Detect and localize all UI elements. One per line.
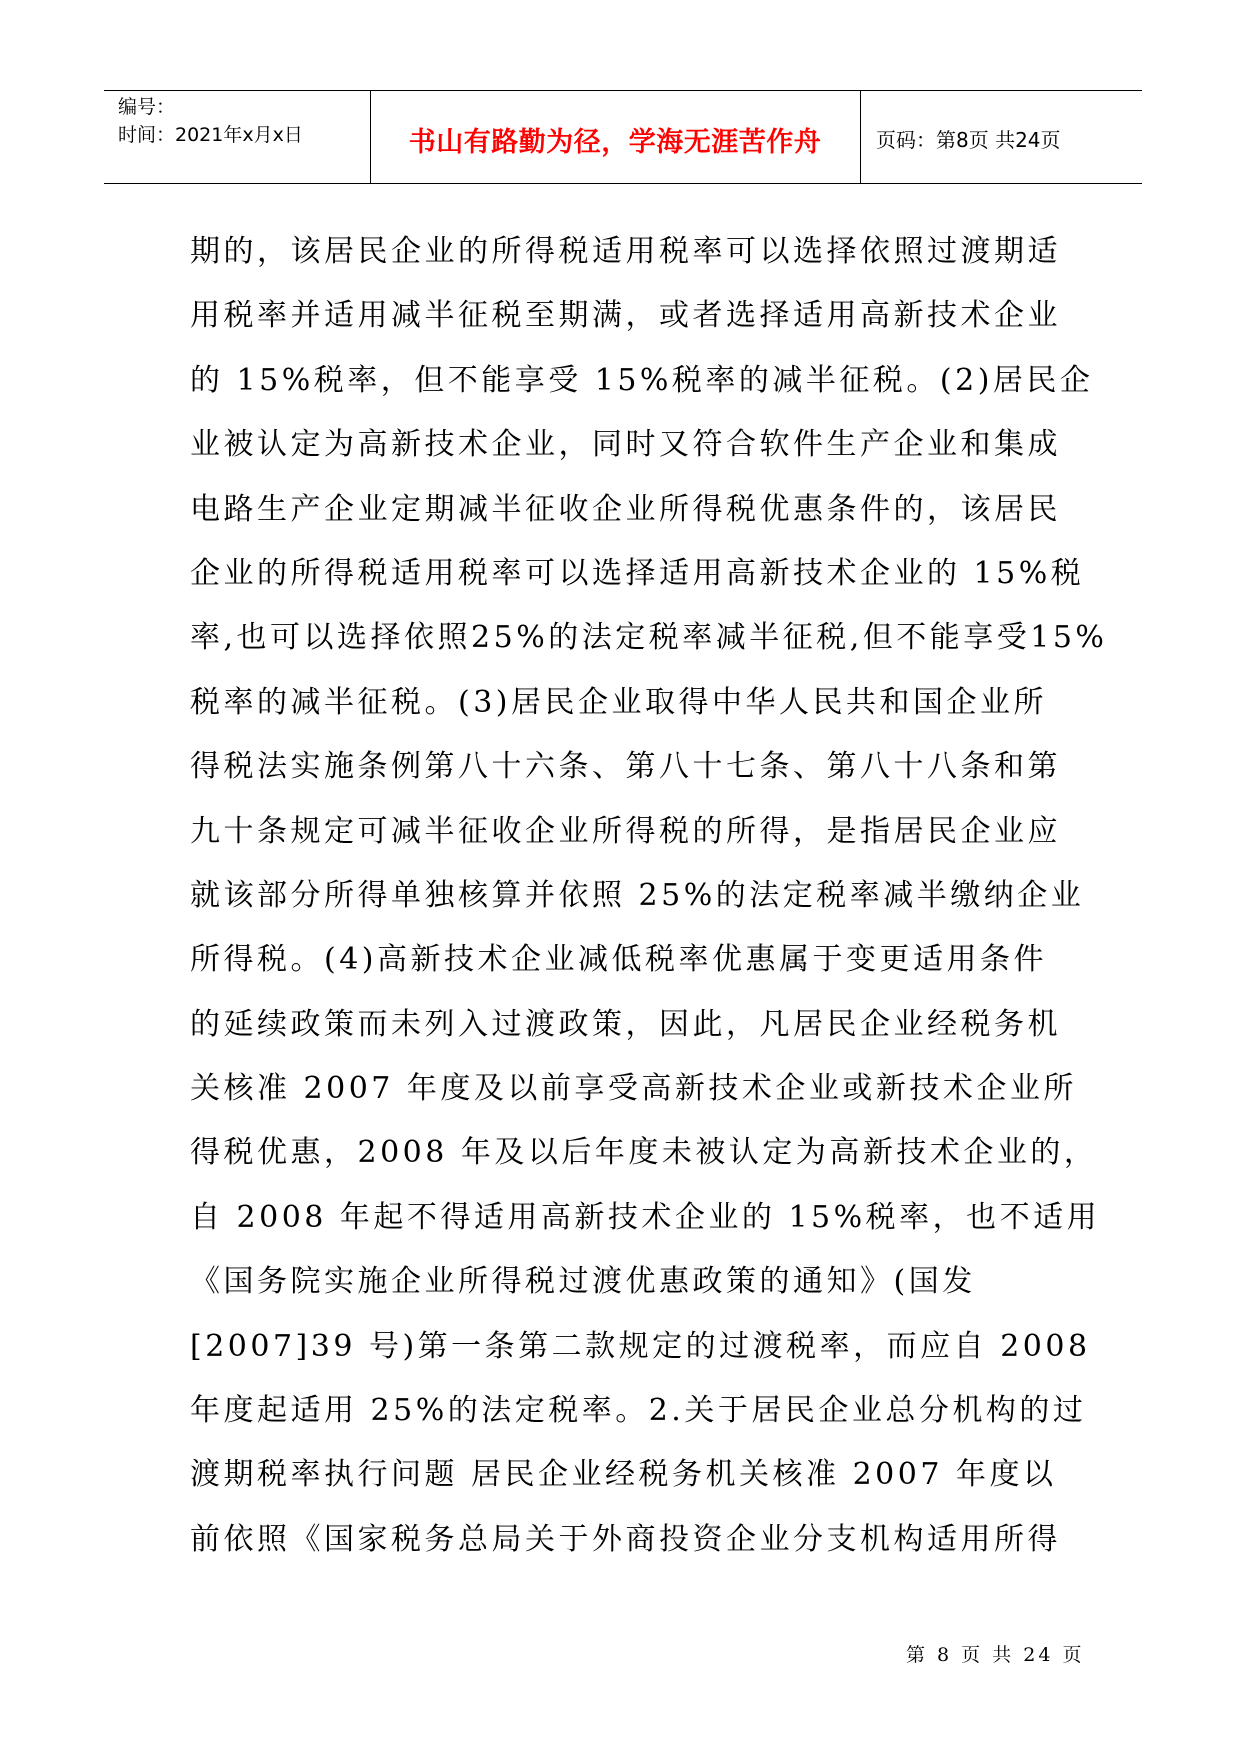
body-line: 电路生产企业定期减半征收企业所得税优惠条件的，该居民 <box>190 491 1061 527</box>
body-line: 前依照《国家税务总局关于外商投资企业分支机构适用所得 <box>190 1521 1061 1557</box>
body-line: 用税率并适用减半征税至期满，或者选择适用高新技术企业 <box>190 298 1061 334</box>
header-bottom-rule <box>104 183 1142 184</box>
body-line: 业被认定为高新技术企业，同时又符合软件生产企业和集成 <box>190 427 1061 463</box>
body-line: 自 2008 年起不得适用高新技术企业的 15%税率，也不适用 <box>190 1199 1101 1235</box>
body-line: 就该部分所得单独核算并依照 25%的法定税率减半缴纳企业 <box>190 877 1085 913</box>
body-line: 关核准 2007 年度及以前享受高新技术企业或新技术企业所 <box>190 1071 1077 1107</box>
body-line: 渡期税率执行问题 居民企业经税务机关核准 2007 年度以 <box>190 1457 1057 1493</box>
body-line: 的延续政策而未列入过渡政策，因此，凡居民企业经税务机 <box>190 1006 1061 1042</box>
body-line: 九十条规定可减半征收企业所得税的所得，是指居民企业应 <box>190 813 1061 849</box>
document-time: 时间：2021年x月x日 <box>118 124 303 146</box>
footer-page-number: 第 8 页 共 24 页 <box>906 1644 1085 1666</box>
document-number: 编号： <box>118 96 176 118</box>
header-top-rule <box>104 90 1142 91</box>
body-line: 率,也可以选择依照25%的法定税率减半征税,但不能享受15% <box>190 620 1108 656</box>
body-line: [2007]39 号)第一条第二款规定的过渡税率，而应自 2008 <box>190 1328 1091 1364</box>
body-line: 税率的减半征税。(3)居民企业取得中华人民共和国企业所 <box>190 684 1047 720</box>
body-line: 得税法实施条例第八十六条、第八十七条、第八十八条和第 <box>190 749 1061 785</box>
body-text <box>190 220 1108 1572</box>
header-meta <box>118 93 303 149</box>
body-line: 期的，该居民企业的所得税适用税率可以选择依照过渡期适 <box>190 234 1061 269</box>
body-line: 《国务院实施企业所得税过渡优惠政策的通知》(国发 <box>190 1264 976 1300</box>
body-line: 得税优惠，2008 年及以后年度未被认定为高新技术企业的， <box>190 1135 1098 1171</box>
body-line: 年度起适用 25%的法定税率。2.关于居民企业总分机构的过 <box>190 1393 1087 1429</box>
body-line: 所得税。(4)高新技术企业减低税率优惠属于变更适用条件 <box>190 942 1047 978</box>
body-line: 企业的所得税适用税率可以选择适用高新技术企业的 15%税 <box>190 555 1085 591</box>
header-motto: 书山有路勤为径，学海无涯苦作舟 <box>408 127 822 158</box>
header-page-info: 页码：第8页 共24页 <box>876 128 1061 152</box>
body-line: 的 15%税率，但不能享受 15%税率的减半征税。(2)居民企 <box>190 362 1094 398</box>
header-divider-right <box>860 91 861 183</box>
